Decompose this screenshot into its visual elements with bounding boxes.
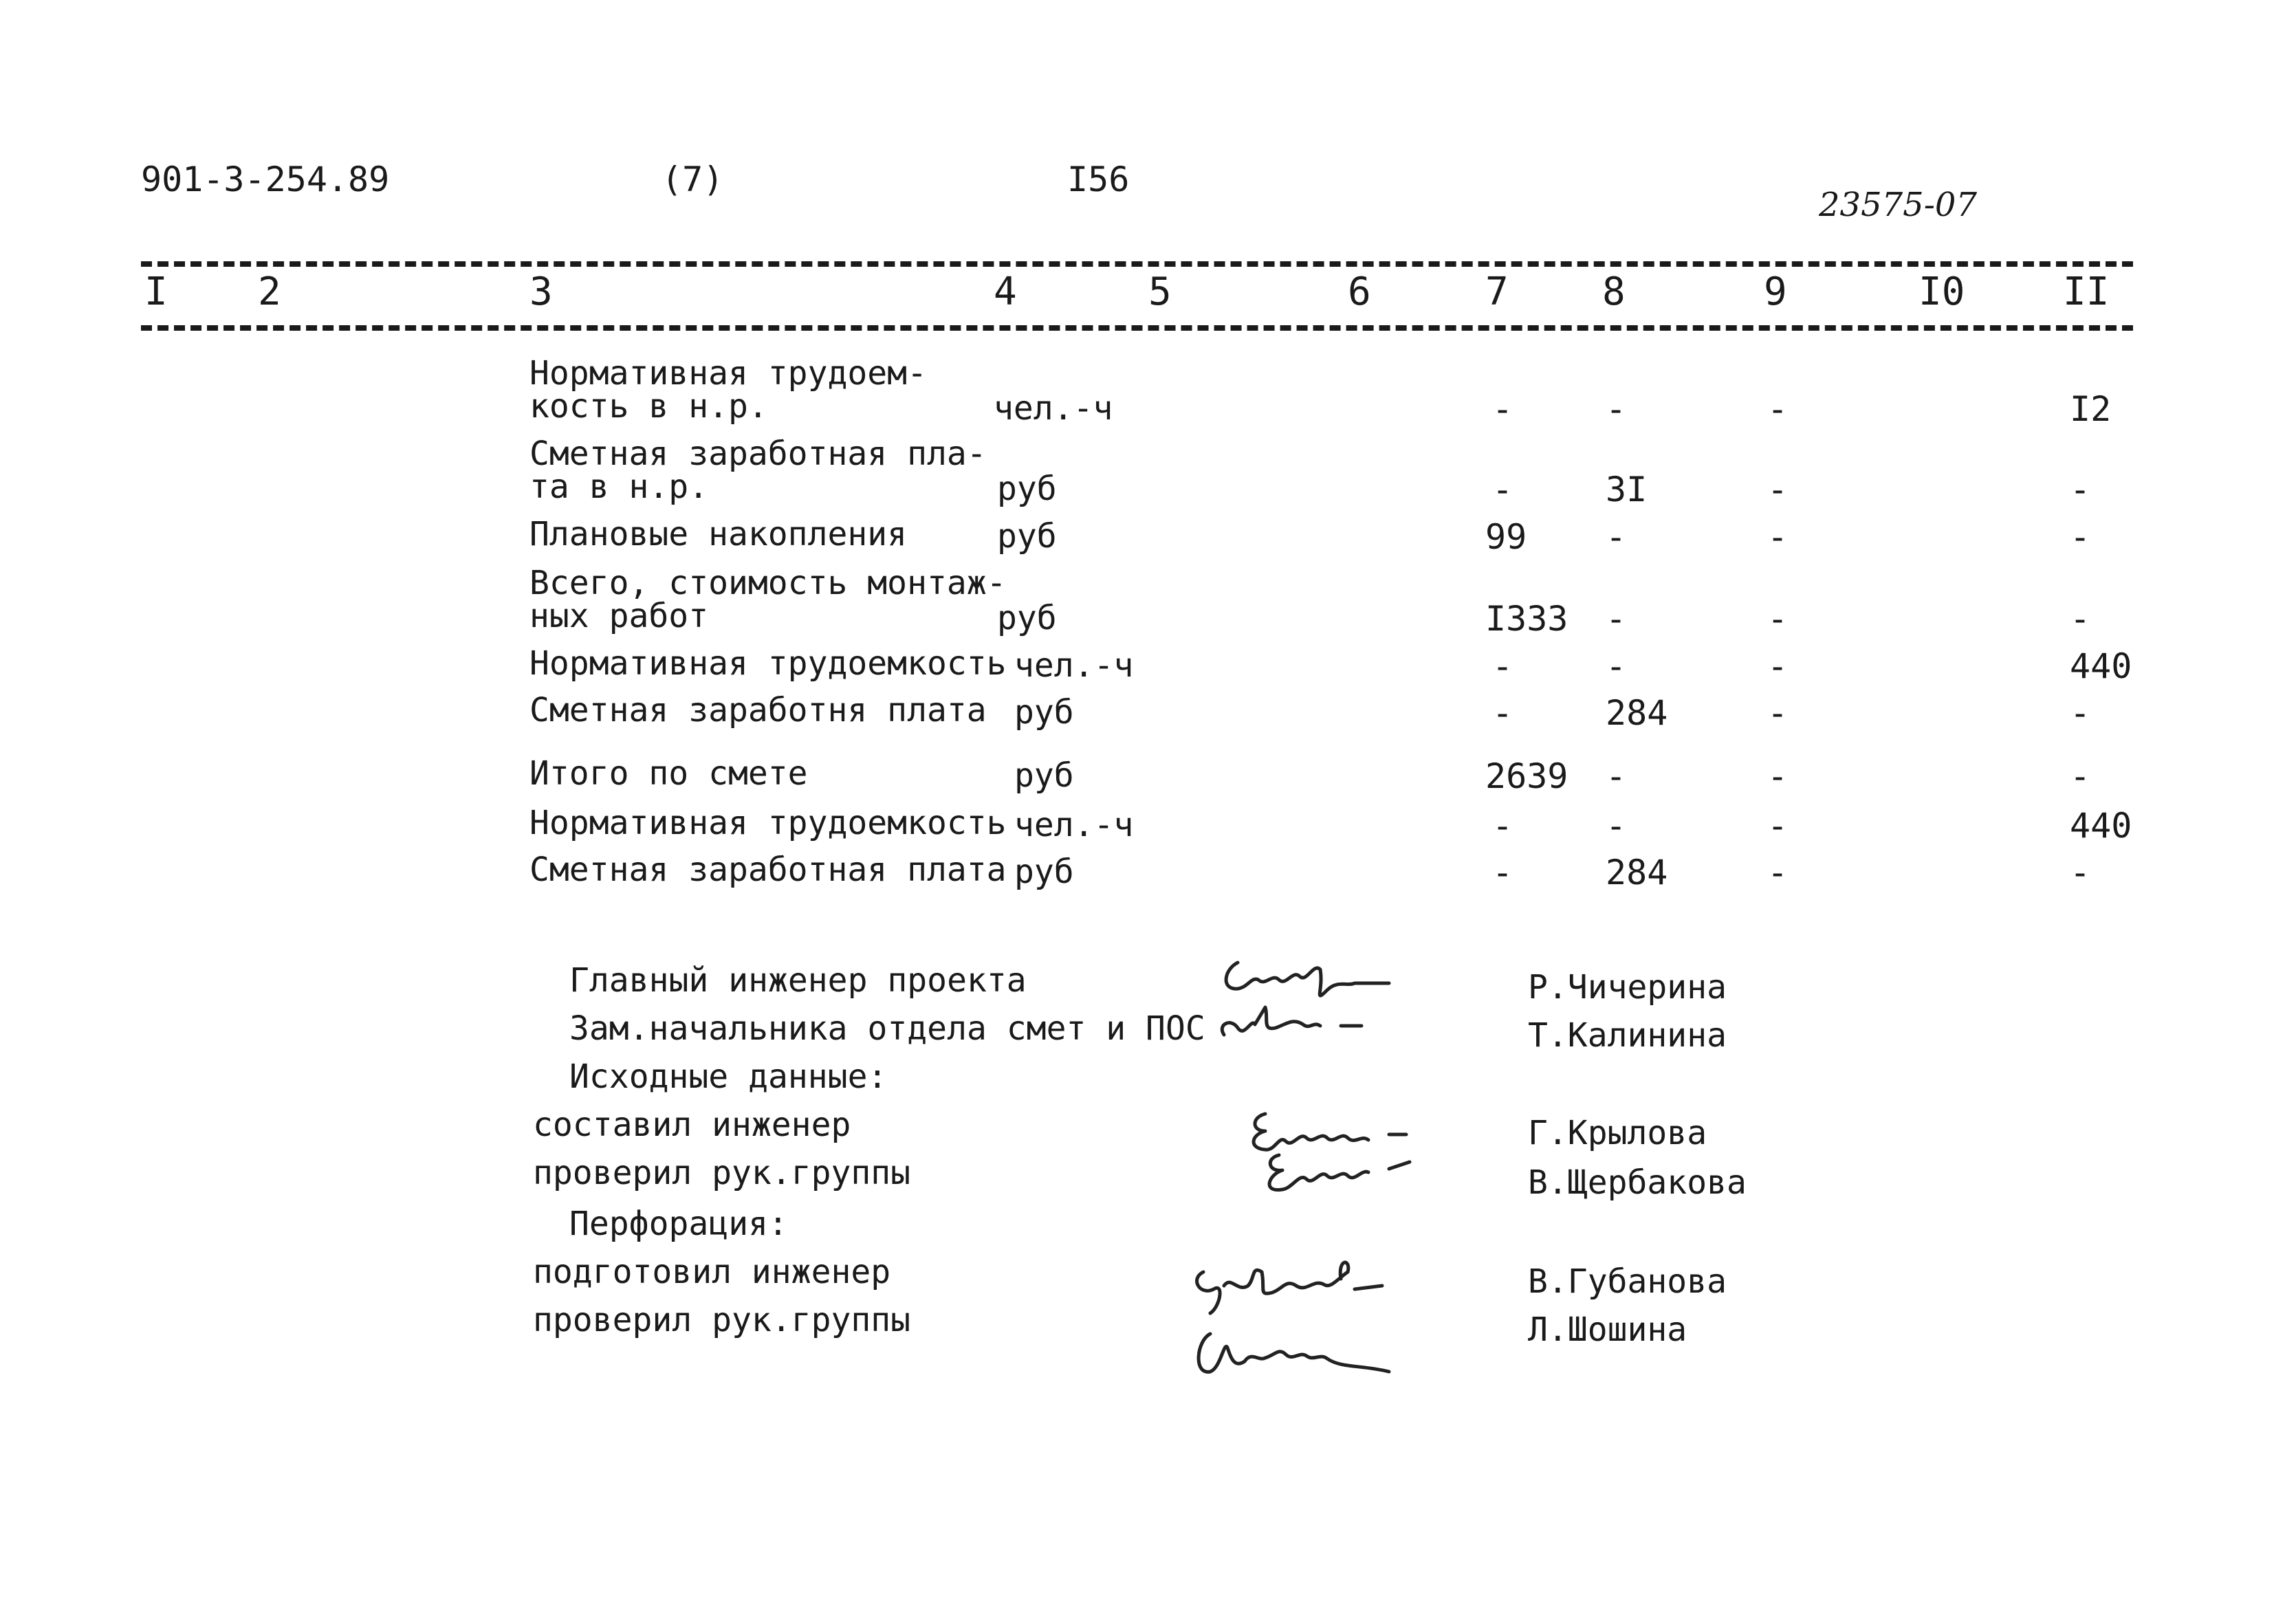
column-header-2: 2 (258, 270, 281, 314)
cell-col7: - (1492, 693, 1513, 733)
row-unit: руб (1014, 756, 1074, 795)
signature-role: Главный инженер проекта (569, 961, 1027, 1000)
column-header-7: 7 (1485, 270, 1509, 314)
row-unit: руб (1014, 853, 1074, 891)
row-label-line: Сметная заработная плата (529, 851, 1007, 889)
column-header-10: I0 (1918, 270, 1965, 314)
row-label-line: Нормативная трудоемкость (529, 644, 1007, 683)
row-unit: руб (1014, 693, 1074, 732)
signatory-name: В.Губанова (1528, 1262, 1727, 1301)
column-header-1: I (144, 270, 168, 314)
cell-col8: - (1606, 806, 1627, 846)
column-header-6: 6 (1348, 270, 1371, 314)
document-code: 901-3-254.89 (141, 160, 390, 199)
cell-col8: - (1606, 389, 1627, 429)
row-unit: чел.-ч (1014, 806, 1134, 844)
cell-col8: - (1606, 599, 1627, 639)
row-label-line: Сметная заработная пла- (529, 435, 987, 473)
cell-col8: 284 (1606, 693, 1668, 733)
signature-role: проверил рук.группы (533, 1154, 911, 1192)
row-unit: руб (997, 517, 1057, 556)
section-heading: Перфорация: (569, 1205, 788, 1243)
cell-col11: I2 (2070, 389, 2112, 429)
row-label-line: Плановые накопления (529, 515, 908, 553)
row-unit: чел.-ч (994, 389, 1113, 428)
cell-col7: - (1492, 470, 1513, 509)
cell-col11: - (2070, 756, 2091, 796)
cell-col7: - (1492, 806, 1513, 846)
header-top-rule (141, 261, 2133, 267)
archive-number: 23575-07 (1819, 186, 1977, 224)
cell-col9: - (1767, 853, 1789, 892)
row-unit: руб (997, 599, 1057, 637)
row-unit: руб (997, 470, 1057, 508)
handwritten-signatures-top (1210, 949, 1437, 1066)
cell-col7: I333 (1485, 599, 1568, 639)
cell-col11: - (2070, 470, 2091, 509)
cell-col9: - (1767, 756, 1789, 796)
cell-col7: - (1492, 853, 1513, 892)
signatory-name: Т.Калинина (1528, 1016, 1727, 1055)
header-bottom-rule (141, 325, 2133, 331)
cell-col9: - (1767, 599, 1789, 639)
column-header-5: 5 (1148, 270, 1172, 314)
row-unit: чел.-ч (1014, 646, 1134, 685)
cell-col9: - (1767, 693, 1789, 733)
column-header-11: II (2063, 270, 2110, 314)
column-header-4: 4 (994, 270, 1017, 314)
signature-role: подготовил инженер (533, 1253, 891, 1291)
cell-col9: - (1767, 517, 1789, 557)
row-label-line: Нормативная трудоемкость (529, 804, 1007, 842)
cell-col7: 99 (1485, 517, 1527, 557)
row-label-line: Сметная заработня плата (529, 691, 987, 729)
cell-col9: - (1767, 806, 1789, 846)
page-number: I56 (1067, 160, 1130, 199)
cell-col11: - (2070, 599, 2091, 639)
cell-col11: - (2070, 693, 2091, 733)
section-heading: Исходные данные: (569, 1057, 888, 1096)
cell-col8: - (1606, 517, 1627, 557)
column-header-8: 8 (1602, 270, 1626, 314)
row-label-line: Всего, стоимость монтаж- (529, 564, 1007, 602)
signature-role: Зам.начальника отдела смет и ПОС (569, 1009, 1205, 1048)
cell-col11: - (2070, 517, 2091, 557)
signatory-name: Р.Чичерина (1528, 968, 1727, 1007)
signatory-name: В.Щербакова (1528, 1163, 1747, 1202)
cell-col11: - (2070, 853, 2091, 892)
row-label-line: ных работ (529, 597, 709, 635)
cell-col11: 440 (2070, 646, 2132, 686)
sheet-index: (7) (662, 160, 724, 199)
handwritten-signatures-middle (1238, 1093, 1472, 1210)
row-label-line: кость в н.р. (529, 387, 768, 426)
cell-col8: - (1606, 646, 1627, 686)
cell-col8: 3I (1606, 470, 1648, 509)
signatory-name: Л.Шошина (1528, 1310, 1687, 1349)
cell-col8: 284 (1606, 853, 1668, 892)
cell-col7: - (1492, 389, 1513, 429)
column-header-3: 3 (529, 270, 553, 314)
row-label-line: Итого по смете (529, 754, 808, 793)
cell-col9: - (1767, 470, 1789, 509)
cell-col8: - (1606, 756, 1627, 796)
signatory-name: Г.Крылова (1528, 1114, 1707, 1152)
cell-col7: - (1492, 646, 1513, 686)
cell-col11: 440 (2070, 806, 2132, 846)
handwritten-signatures-bottom (1183, 1238, 1410, 1382)
row-label-line: Нормативная трудоем- (529, 354, 927, 393)
column-header-9: 9 (1764, 270, 1787, 314)
signature-role: составил инженер (533, 1106, 851, 1144)
cell-col9: - (1767, 646, 1789, 686)
cell-col7: 2639 (1485, 756, 1568, 796)
signature-role: проверил рук.группы (533, 1301, 911, 1339)
row-label-line: та в н.р. (529, 468, 709, 506)
cell-col9: - (1767, 389, 1789, 429)
